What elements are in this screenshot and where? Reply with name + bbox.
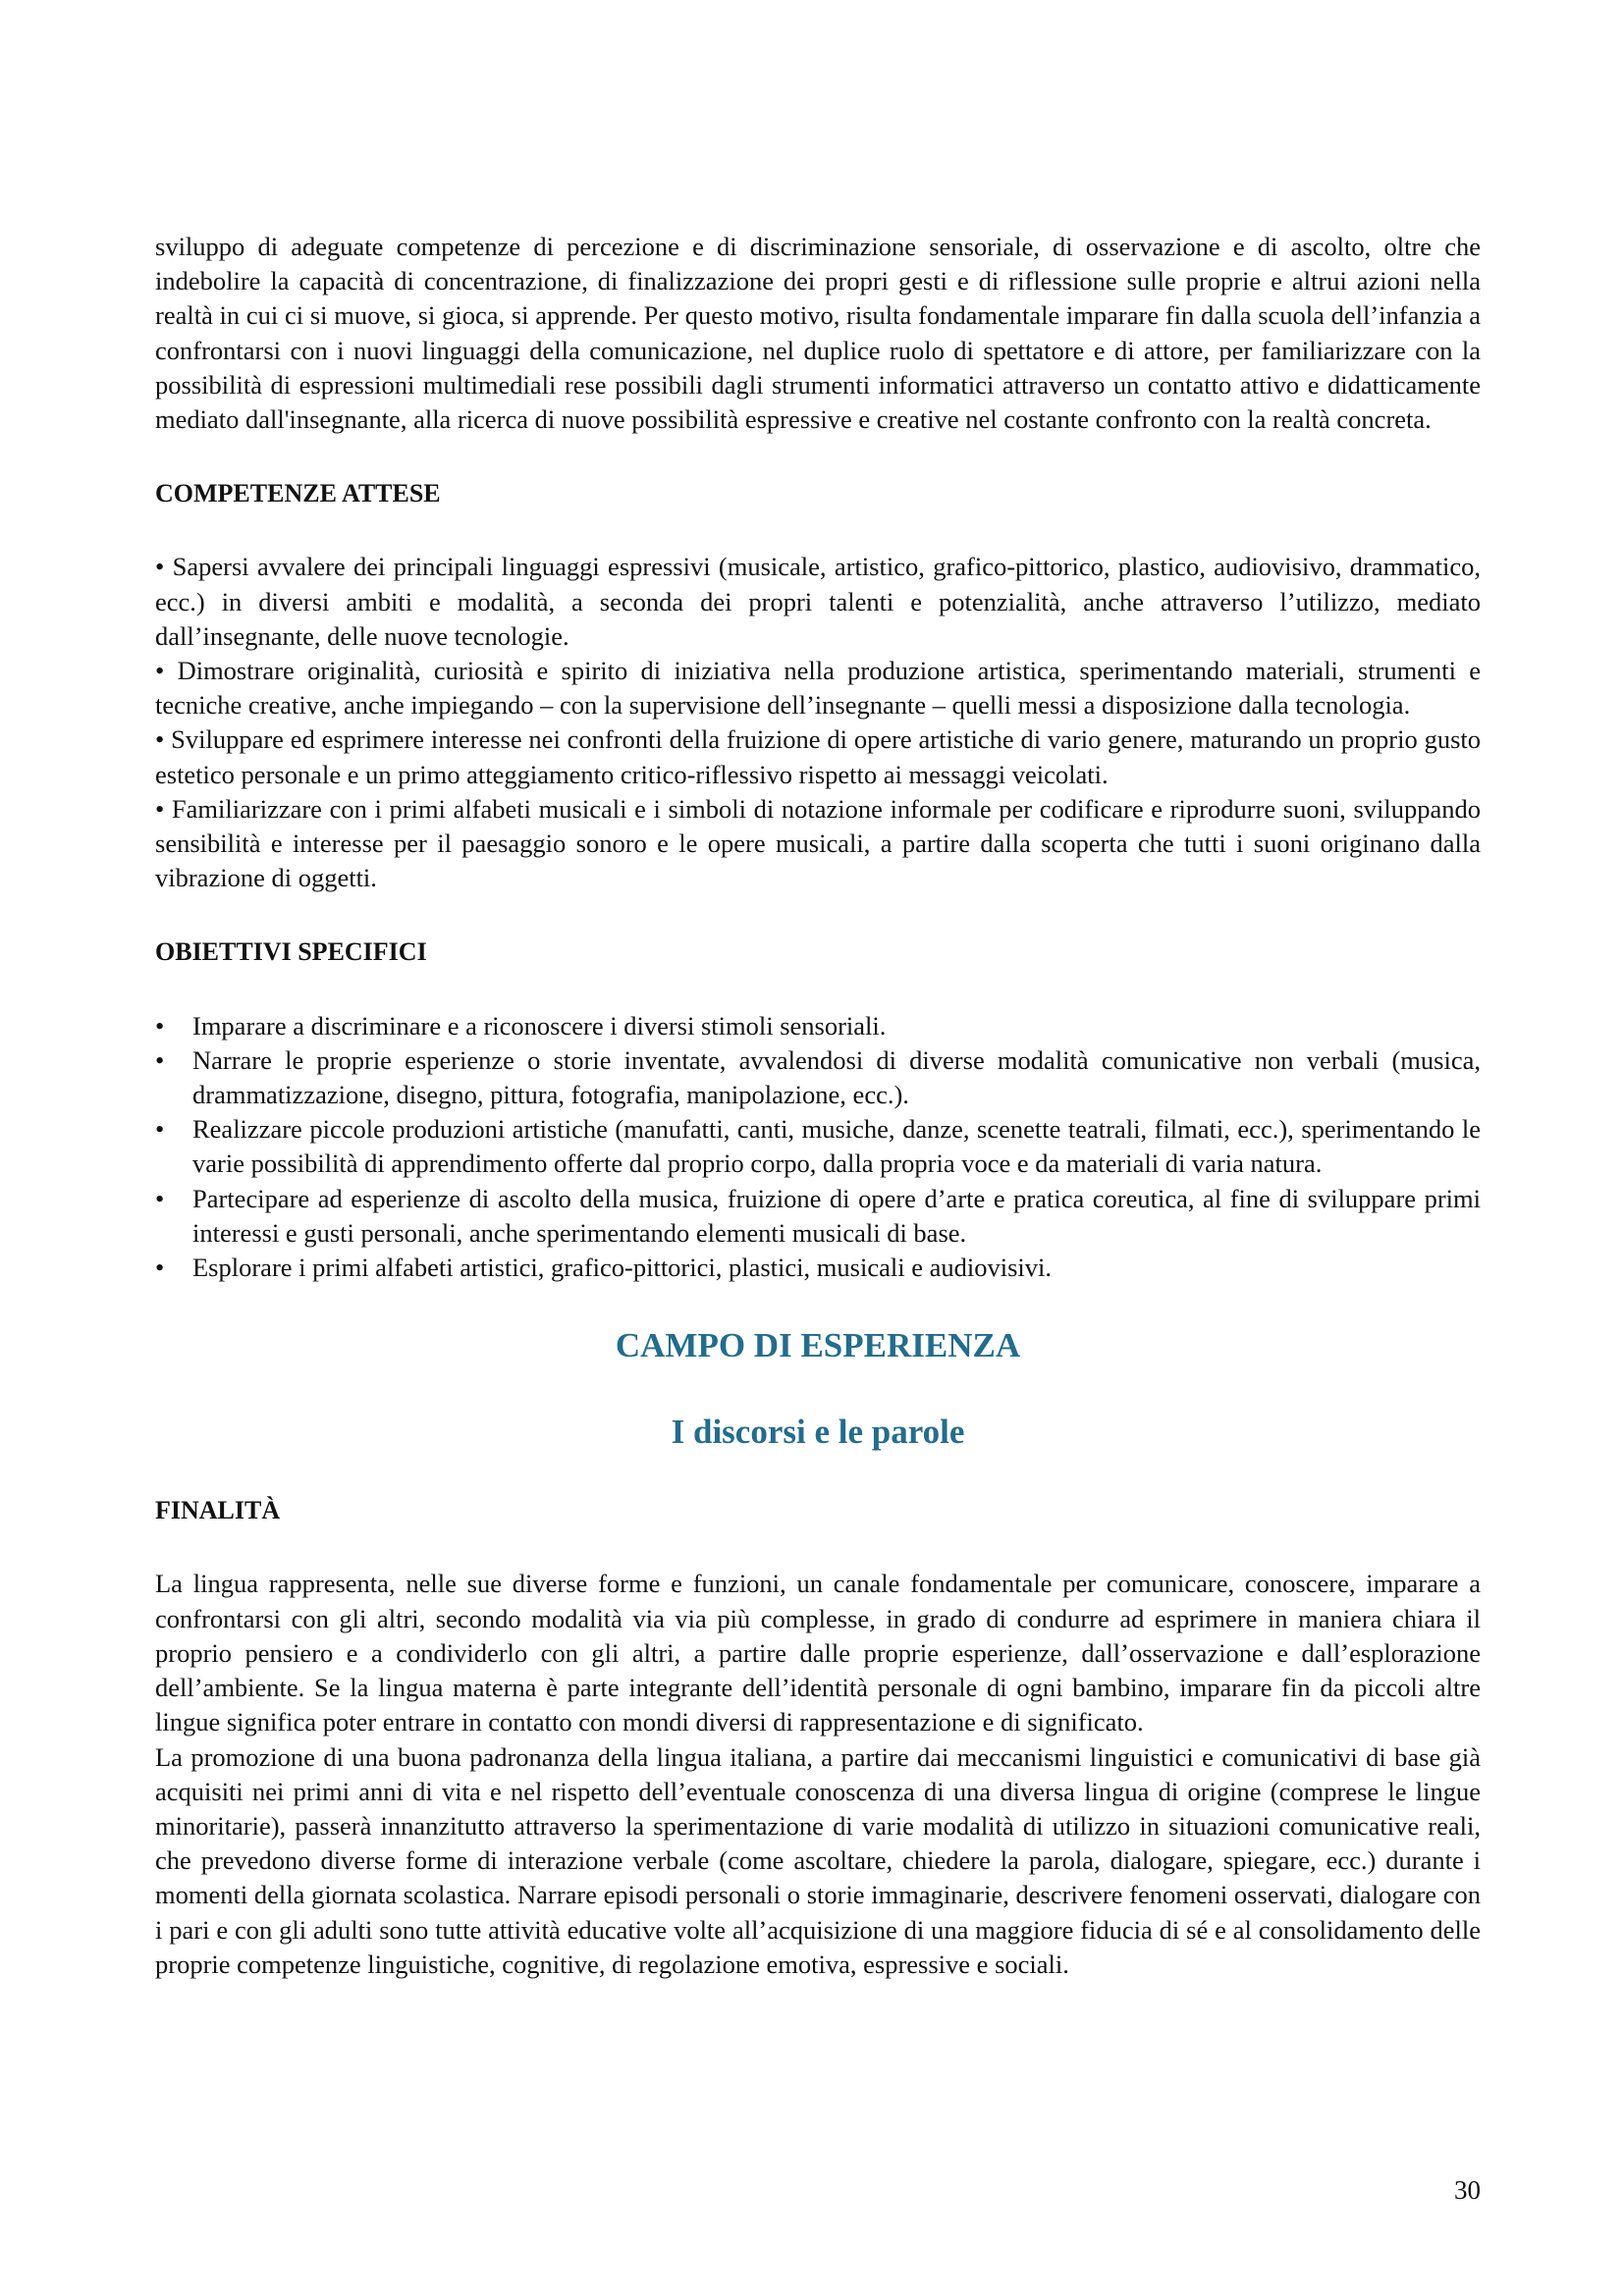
obiettivi-item-text: Partecipare ad esperienze di ascolto della musica, fruizione di opere d’arte e pratica coreutica, al fine di sviluppare primi interessi e gusti personali, anche sperimentando elementi musicali di base. bbox=[192, 1183, 1481, 1248]
campo-subtitle: I discorsi e le parole bbox=[671, 1413, 965, 1452]
campo-title: CAMPO DI ESPERIENZA bbox=[615, 1326, 1021, 1365]
obiettivi-item bbox=[155, 1043, 1481, 1112]
page-number: 30 bbox=[1454, 2175, 1481, 2205]
obiettivi-item bbox=[155, 1251, 1481, 1285]
competenze-item: • Sviluppare ed esprimere interesse nei confronti della fruizione di opere artistiche di vario genere, maturando un proprio gusto estetico personale e un primo atteggiamento critico-riflessivo rispetto ai messaggi veicolati. bbox=[155, 724, 1481, 789]
obiettivi-item-text: Realizzare piccole produzioni artistiche (manufatti, canti, musiche, danze, scenette teatrali, filmati, ecc.), sperimentando le varie possibilità di apprendimento offerte dal proprio corpo, dalla propria voce e da materiali di varia natura. bbox=[192, 1114, 1481, 1179]
obiettivi-list bbox=[155, 1009, 1481, 1286]
finalita-paragraph: La lingua rappresenta, nelle sue diverse forme e funzioni, un canale fondamentale per comunicare, conoscere, imparare a confrontarsi con gli altri, secondo modalità via via più complesse, in grado di condurre ad esprimere in maniera chiara il proprio pensiero e a condividerlo con gli altri, a partire dalle proprie esperienze, dall’osservazione e dall’esplorazione dell’ambiente. Se la lingua materna è parte integrante dell’identità personale di ogni bambino, imparare fin da piccoli altre lingue significa poter entrare in contatto con mondi diversi di rappresentazione e di significato. bbox=[155, 1569, 1481, 1737]
bullet-icon: • bbox=[155, 1010, 165, 1041]
bullet-icon: • bbox=[155, 1253, 165, 1283]
obiettivi-item-text: Narrare le proprie esperienze o storie inventate, avvalendosi di diverse modalità comunicative non verbali (musica, drammatizzazione, disegno, pittura, fotografia, manipolazione, ecc.). bbox=[192, 1044, 1481, 1110]
finalita-paragraph: La promozione di una buona padronanza della lingua italiana, a partire dai meccanismi linguistici e comunicativi di base già acquisiti nei primi anni di vita e nel rispetto dell’eventuale conoscenza di una diversa lingua di origine (comprese le lingue minoritarie), passerà innanzitutto attraverso la sperimentazione di varie modalità di utilizzo in situazioni comunicative reali, che prevedono diverse forme di interazione verbale (come ascoltare, chiedere la parola, dialogare, spiegare, ecc.) durante i momenti della giornata scolastica. Narrare episodi personali o storie immaginarie, descrivere fenomeni osservati, dialogare con i pari e con gli adulti sono tutte attività educative volte all’acquisizione di una maggiore fiducia di sé e al consolidamento delle proprie competenze linguistiche, cognitive, di regolazione emotiva, espressive e sociali. bbox=[155, 1741, 1481, 1979]
competenze-item: • Sapersi avvalere dei principali linguaggi espressivi (musicale, artistico, grafico-pittorico, plastico, audiovisivo, drammatico, ecc.) in diversi ambiti e modalità, a seconda dei propri talenti e potenzialità, anche attraverso l’utilizzo, mediato dall’insegnante, delle nuove tecnologie. bbox=[155, 552, 1481, 651]
finalita-heading: FINALITÀ bbox=[155, 1496, 281, 1525]
obiettivi-item-text: Imparare a discriminare e a riconoscere i diversi stimoli sensoriali. bbox=[192, 1010, 887, 1041]
bullet-icon: • bbox=[155, 1114, 165, 1145]
competenze-list bbox=[155, 550, 1481, 895]
obiettivi-item bbox=[155, 1009, 1481, 1043]
competenze-item: • Familiarizzare con i primi alfabeti musicali e i simboli di notazione informale per codificare e riprodurre suoni, sviluppando sensibilità e interesse per il paesaggio sonoro e le opere musicali, a partire dalla scoperta che tutti i suoni originano dalla vibrazione di oggetti. bbox=[155, 793, 1481, 893]
intro-paragraph: sviluppo di adeguate competenze di percezione e di discriminazione sensoriale, di osservazione e di ascolto, oltre che indebolire la capacità di concentrazione, di finalizzazione dei propri gesti e di riflessione sulle proprie e altrui azioni nella realtà in cui ci si muove, si gioca, si apprende. Per questo motivo, risulta fondamentale imparare fin dalla scuola dell’infanzia a confrontarsi con i nuovi linguaggi della comunicazione, nel duplice ruolo di spettatore e di attore, per familiarizzare con la possibilità di espressioni multimediali rese possibili dagli strumenti informatici attraverso un contatto attivo e didatticamente mediato dall'insegnante, alla ricerca di nuove possibilità espressive e creative nel costante confronto con la realtà concreta. bbox=[155, 232, 1481, 435]
bullet-icon: • bbox=[155, 1183, 165, 1213]
document-page bbox=[155, 230, 1481, 1982]
obiettivi-item-text: Esplorare i primi alfabeti artistici, grafico-pittorici, plastici, musicali e audiovisivi. bbox=[192, 1253, 1052, 1283]
obiettivi-item bbox=[155, 1112, 1481, 1181]
bullet-icon: • bbox=[155, 1044, 165, 1075]
competenze-heading: COMPETENZE ATTESE bbox=[155, 479, 441, 508]
obiettivi-heading: OBIETTIVI SPECIFICI bbox=[155, 937, 427, 967]
competenze-item: • Dimostrare originalità, curiosità e spirito di iniziativa nella produzione artistica, sperimentando materiali, strumenti e tecniche creative, anche impiegando – con la supervisione dell’insegnante – quelli messi a disposizione dalla tecnologia. bbox=[155, 656, 1481, 721]
obiettivi-item bbox=[155, 1182, 1481, 1251]
